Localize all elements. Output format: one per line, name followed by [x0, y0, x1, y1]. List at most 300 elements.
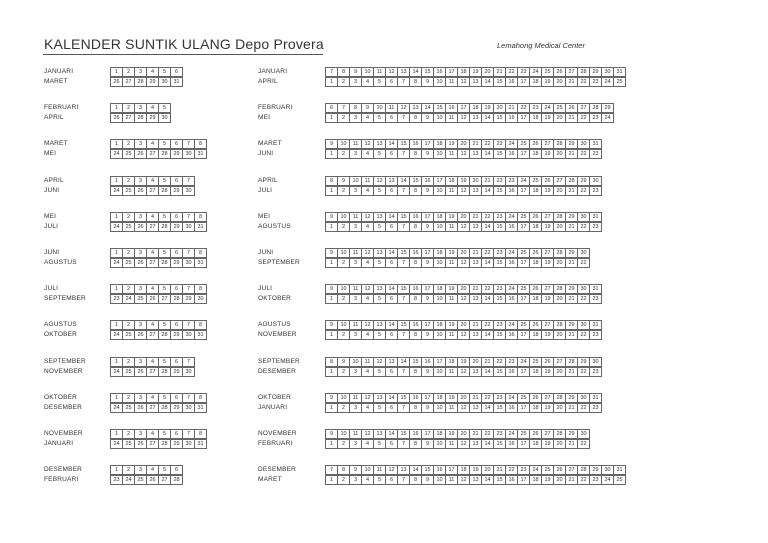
day-cell[interactable]: 24 — [604, 476, 611, 483]
day-cell[interactable]: 26 — [556, 466, 563, 473]
day-cell[interactable]: 11 — [352, 249, 359, 256]
day-cell[interactable]: 10 — [340, 213, 347, 220]
day-cell[interactable]: 23 — [592, 223, 599, 230]
day-cell[interactable]: 2 — [126, 104, 131, 111]
day-cell[interactable]: 29 — [149, 78, 156, 85]
day-cell[interactable]: 22 — [580, 150, 587, 157]
day-cell[interactable]: 23 — [508, 177, 515, 184]
day-cell[interactable]: 10 — [376, 104, 383, 111]
day-cell[interactable]: 22 — [580, 259, 587, 266]
day-cell[interactable]: 20 — [556, 404, 563, 411]
day-cell[interactable]: 15 — [400, 394, 407, 401]
day-cell[interactable]: 27 — [544, 213, 551, 220]
day-cell[interactable]: 4 — [365, 78, 370, 85]
day-cell[interactable]: 8 — [413, 368, 418, 375]
day-cell[interactable]: 5 — [162, 466, 167, 473]
day-cell[interactable]: 24 — [113, 259, 120, 266]
day-cell[interactable]: 2 — [126, 430, 131, 437]
day-cell[interactable]: 19 — [484, 104, 491, 111]
day-cell[interactable]: 25 — [520, 213, 527, 220]
day-cell[interactable]: 11 — [352, 140, 359, 147]
day-cell[interactable]: 4 — [365, 223, 370, 230]
day-cell[interactable]: 18 — [436, 394, 443, 401]
day-cell[interactable]: 13 — [412, 104, 419, 111]
day-cell[interactable]: 10 — [436, 187, 443, 194]
day-cell[interactable]: 23 — [592, 114, 599, 121]
day-cell[interactable]: 3 — [353, 331, 358, 338]
day-cell[interactable]: 9 — [425, 440, 430, 447]
day-cell[interactable]: 2 — [341, 187, 346, 194]
day-cell[interactable]: 18 — [448, 177, 455, 184]
day-cell[interactable]: 7 — [401, 404, 406, 411]
day-cell[interactable]: 1 — [329, 476, 334, 483]
day-cell[interactable]: 16 — [412, 140, 419, 147]
day-cell[interactable]: 8 — [413, 404, 418, 411]
day-cell[interactable]: 29 — [149, 114, 156, 121]
day-cell[interactable]: 28 — [556, 285, 563, 292]
day-cell[interactable]: 13 — [376, 213, 383, 220]
day-cell[interactable]: 27 — [149, 259, 156, 266]
day-cell[interactable]: 1 — [329, 404, 334, 411]
day-cell[interactable]: 8 — [198, 285, 203, 292]
day-cell[interactable]: 7 — [401, 187, 406, 194]
day-cell[interactable]: 11 — [448, 78, 455, 85]
day-cell[interactable]: 27 — [556, 358, 563, 365]
day-cell[interactable]: 8 — [198, 213, 203, 220]
day-cell[interactable]: 1 — [329, 368, 334, 375]
day-cell[interactable]: 28 — [161, 187, 168, 194]
day-cell[interactable]: 7 — [401, 114, 406, 121]
day-cell[interactable]: 21 — [568, 223, 575, 230]
day-cell[interactable]: 18 — [532, 368, 539, 375]
day-cell[interactable]: 30 — [580, 430, 587, 437]
day-cell[interactable]: 14 — [412, 466, 419, 473]
day-cell[interactable]: 30 — [185, 259, 192, 266]
day-cell[interactable]: 24 — [508, 285, 515, 292]
day-cell[interactable]: 22 — [484, 249, 491, 256]
day-cell[interactable]: 18 — [532, 223, 539, 230]
day-cell[interactable]: 26 — [532, 249, 539, 256]
day-cell[interactable]: 6 — [174, 140, 179, 147]
day-cell[interactable]: 11 — [448, 295, 455, 302]
day-cell[interactable]: 2 — [341, 331, 346, 338]
day-cell[interactable]: 21 — [568, 404, 575, 411]
day-cell[interactable]: 12 — [364, 321, 371, 328]
day-cell[interactable]: 5 — [162, 394, 167, 401]
day-cell[interactable]: 17 — [520, 295, 527, 302]
day-cell[interactable]: 21 — [568, 78, 575, 85]
day-cell[interactable]: 17 — [520, 223, 527, 230]
day-cell[interactable]: 28 — [161, 440, 168, 447]
day-cell[interactable]: 4 — [150, 68, 155, 75]
day-cell[interactable]: 6 — [174, 321, 179, 328]
day-cell[interactable]: 17 — [424, 285, 431, 292]
day-cell[interactable]: 19 — [448, 285, 455, 292]
day-cell[interactable]: 10 — [436, 150, 443, 157]
day-cell[interactable]: 6 — [389, 476, 394, 483]
day-cell[interactable]: 9 — [329, 213, 334, 220]
day-cell[interactable]: 26 — [137, 187, 144, 194]
day-cell[interactable]: 8 — [329, 177, 334, 184]
day-cell[interactable]: 20 — [460, 213, 467, 220]
day-cell[interactable]: 4 — [150, 430, 155, 437]
day-cell[interactable]: 21 — [472, 394, 479, 401]
day-cell[interactable]: 3 — [138, 466, 143, 473]
day-cell[interactable]: 30 — [580, 213, 587, 220]
day-cell[interactable]: 30 — [185, 368, 192, 375]
day-cell[interactable]: 14 — [484, 114, 491, 121]
day-cell[interactable]: 17 — [520, 440, 527, 447]
day-cell[interactable]: 31 — [197, 331, 204, 338]
day-cell[interactable]: 8 — [413, 150, 418, 157]
day-cell[interactable]: 20 — [484, 466, 491, 473]
day-cell[interactable]: 17 — [520, 78, 527, 85]
day-cell[interactable]: 8 — [413, 476, 418, 483]
day-cell[interactable]: 11 — [448, 368, 455, 375]
day-cell[interactable]: 15 — [496, 440, 503, 447]
day-cell[interactable]: 19 — [472, 68, 479, 75]
day-cell[interactable]: 10 — [364, 466, 371, 473]
day-cell[interactable]: 7 — [186, 177, 191, 184]
day-cell[interactable]: 25 — [544, 68, 551, 75]
day-cell[interactable]: 29 — [568, 285, 575, 292]
day-cell[interactable]: 1 — [114, 394, 119, 401]
day-cell[interactable]: 22 — [580, 331, 587, 338]
day-cell[interactable]: 28 — [556, 140, 563, 147]
day-cell[interactable]: 26 — [137, 259, 144, 266]
day-cell[interactable]: 18 — [472, 104, 479, 111]
day-cell[interactable]: 21 — [484, 177, 491, 184]
day-cell[interactable]: 12 — [460, 440, 467, 447]
day-cell[interactable]: 15 — [424, 68, 431, 75]
day-cell[interactable]: 13 — [472, 368, 479, 375]
day-cell[interactable]: 15 — [436, 104, 443, 111]
day-cell[interactable]: 30 — [185, 223, 192, 230]
day-cell[interactable]: 19 — [544, 476, 551, 483]
day-cell[interactable]: 14 — [484, 368, 491, 375]
day-cell[interactable]: 10 — [436, 404, 443, 411]
day-cell[interactable]: 25 — [532, 358, 539, 365]
day-cell[interactable]: 6 — [174, 249, 179, 256]
day-cell[interactable]: 14 — [484, 78, 491, 85]
day-cell[interactable]: 13 — [472, 440, 479, 447]
day-cell[interactable]: 12 — [388, 466, 395, 473]
day-cell[interactable]: 2 — [126, 213, 131, 220]
day-cell[interactable]: 4 — [150, 285, 155, 292]
day-cell[interactable]: 23 — [496, 430, 503, 437]
day-cell[interactable]: 20 — [556, 78, 563, 85]
day-cell[interactable]: 22 — [484, 213, 491, 220]
day-cell[interactable]: 4 — [150, 177, 155, 184]
day-cell[interactable]: 16 — [448, 104, 455, 111]
day-cell[interactable]: 1 — [329, 150, 334, 157]
day-cell[interactable]: 22 — [580, 440, 587, 447]
day-cell[interactable]: 2 — [126, 249, 131, 256]
day-cell[interactable]: 6 — [174, 213, 179, 220]
day-cell[interactable]: 24 — [508, 321, 515, 328]
day-cell[interactable]: 4 — [150, 466, 155, 473]
day-cell[interactable]: 4 — [150, 140, 155, 147]
day-cell[interactable]: 20 — [460, 140, 467, 147]
day-cell[interactable]: 1 — [329, 187, 334, 194]
day-cell[interactable]: 17 — [520, 259, 527, 266]
day-cell[interactable]: 9 — [329, 140, 334, 147]
day-cell[interactable]: 28 — [161, 404, 168, 411]
day-cell[interactable]: 16 — [508, 187, 515, 194]
day-cell[interactable]: 24 — [508, 213, 515, 220]
day-cell[interactable]: 23 — [113, 476, 120, 483]
day-cell[interactable]: 20 — [556, 331, 563, 338]
day-cell[interactable]: 6 — [389, 331, 394, 338]
day-cell[interactable]: 7 — [186, 140, 191, 147]
day-cell[interactable]: 8 — [413, 331, 418, 338]
day-cell[interactable]: 14 — [400, 358, 407, 365]
day-cell[interactable]: 4 — [365, 150, 370, 157]
day-cell[interactable]: 24 — [125, 295, 132, 302]
day-cell[interactable]: 18 — [532, 295, 539, 302]
day-cell[interactable]: 22 — [580, 404, 587, 411]
day-cell[interactable]: 5 — [162, 213, 167, 220]
day-cell[interactable]: 6 — [389, 223, 394, 230]
day-cell[interactable]: 14 — [388, 321, 395, 328]
day-cell[interactable]: 22 — [508, 68, 515, 75]
day-cell[interactable]: 26 — [544, 177, 551, 184]
day-cell[interactable]: 8 — [341, 466, 346, 473]
day-cell[interactable]: 10 — [436, 78, 443, 85]
day-cell[interactable]: 24 — [113, 440, 120, 447]
day-cell[interactable]: 5 — [162, 104, 167, 111]
day-cell[interactable]: 22 — [580, 476, 587, 483]
day-cell[interactable]: 6 — [174, 358, 179, 365]
day-cell[interactable]: 11 — [448, 440, 455, 447]
day-cell[interactable]: 25 — [125, 187, 132, 194]
day-cell[interactable]: 5 — [377, 114, 382, 121]
day-cell[interactable]: 19 — [544, 331, 551, 338]
day-cell[interactable]: 25 — [520, 249, 527, 256]
day-cell[interactable]: 10 — [436, 259, 443, 266]
day-cell[interactable]: 30 — [592, 358, 599, 365]
day-cell[interactable]: 9 — [425, 187, 430, 194]
day-cell[interactable]: 23 — [520, 466, 527, 473]
day-cell[interactable]: 8 — [353, 104, 358, 111]
day-cell[interactable]: 25 — [520, 394, 527, 401]
day-cell[interactable]: 31 — [173, 78, 180, 85]
day-cell[interactable]: 16 — [412, 394, 419, 401]
day-cell[interactable]: 3 — [353, 368, 358, 375]
day-cell[interactable]: 8 — [413, 187, 418, 194]
day-cell[interactable]: 2 — [341, 78, 346, 85]
day-cell[interactable]: 18 — [436, 213, 443, 220]
day-cell[interactable]: 27 — [544, 394, 551, 401]
day-cell[interactable]: 24 — [520, 358, 527, 365]
day-cell[interactable]: 30 — [592, 177, 599, 184]
day-cell[interactable]: 25 — [125, 404, 132, 411]
day-cell[interactable]: 29 — [568, 213, 575, 220]
day-cell[interactable]: 23 — [496, 213, 503, 220]
day-cell[interactable]: 20 — [556, 259, 563, 266]
day-cell[interactable]: 29 — [173, 259, 180, 266]
day-cell[interactable]: 9 — [341, 358, 346, 365]
day-cell[interactable]: 29 — [568, 321, 575, 328]
day-cell[interactable]: 5 — [162, 321, 167, 328]
day-cell[interactable]: 11 — [352, 213, 359, 220]
day-cell[interactable]: 14 — [484, 223, 491, 230]
day-cell[interactable]: 3 — [353, 440, 358, 447]
day-cell[interactable]: 9 — [425, 368, 430, 375]
day-cell[interactable]: 20 — [556, 150, 563, 157]
day-cell[interactable]: 21 — [568, 368, 575, 375]
day-cell[interactable]: 6 — [174, 285, 179, 292]
day-cell[interactable]: 12 — [364, 394, 371, 401]
day-cell[interactable]: 16 — [508, 114, 515, 121]
day-cell[interactable]: 24 — [604, 114, 611, 121]
day-cell[interactable]: 19 — [544, 295, 551, 302]
day-cell[interactable]: 28 — [592, 104, 599, 111]
day-cell[interactable]: 11 — [376, 68, 383, 75]
day-cell[interactable]: 27 — [568, 68, 575, 75]
day-cell[interactable]: 30 — [185, 404, 192, 411]
day-cell[interactable]: 23 — [496, 140, 503, 147]
day-cell[interactable]: 18 — [532, 331, 539, 338]
day-cell[interactable]: 6 — [174, 430, 179, 437]
day-cell[interactable]: 17 — [520, 331, 527, 338]
day-cell[interactable]: 1 — [329, 331, 334, 338]
day-cell[interactable]: 2 — [341, 295, 346, 302]
day-cell[interactable]: 10 — [364, 68, 371, 75]
day-cell[interactable]: 1 — [114, 358, 119, 365]
day-cell[interactable]: 12 — [400, 104, 407, 111]
day-cell[interactable]: 26 — [532, 285, 539, 292]
day-cell[interactable]: 10 — [340, 285, 347, 292]
day-cell[interactable]: 29 — [173, 150, 180, 157]
day-cell[interactable]: 22 — [580, 78, 587, 85]
day-cell[interactable]: 24 — [520, 177, 527, 184]
day-cell[interactable]: 12 — [364, 213, 371, 220]
day-cell[interactable]: 23 — [592, 404, 599, 411]
day-cell[interactable]: 19 — [460, 177, 467, 184]
day-cell[interactable]: 16 — [508, 476, 515, 483]
day-cell[interactable]: 16 — [412, 430, 419, 437]
day-cell[interactable]: 14 — [484, 187, 491, 194]
day-cell[interactable]: 25 — [616, 78, 623, 85]
day-cell[interactable]: 3 — [353, 78, 358, 85]
day-cell[interactable]: 5 — [162, 358, 167, 365]
day-cell[interactable]: 12 — [376, 358, 383, 365]
day-cell[interactable]: 3 — [353, 114, 358, 121]
day-cell[interactable]: 29 — [173, 368, 180, 375]
day-cell[interactable]: 13 — [388, 358, 395, 365]
day-cell[interactable]: 11 — [448, 476, 455, 483]
day-cell[interactable]: 15 — [496, 150, 503, 157]
day-cell[interactable]: 12 — [388, 68, 395, 75]
day-cell[interactable]: 27 — [149, 150, 156, 157]
day-cell[interactable]: 28 — [161, 259, 168, 266]
day-cell[interactable]: 12 — [460, 295, 467, 302]
day-cell[interactable]: 11 — [376, 466, 383, 473]
day-cell[interactable]: 27 — [544, 140, 551, 147]
day-cell[interactable]: 31 — [592, 140, 599, 147]
day-cell[interactable]: 1 — [114, 213, 119, 220]
day-cell[interactable]: 9 — [329, 394, 334, 401]
day-cell[interactable]: 31 — [592, 321, 599, 328]
day-cell[interactable]: 1 — [114, 321, 119, 328]
day-cell[interactable]: 21 — [568, 295, 575, 302]
day-cell[interactable]: 12 — [460, 476, 467, 483]
day-cell[interactable]: 15 — [400, 285, 407, 292]
day-cell[interactable]: 9 — [329, 285, 334, 292]
day-cell[interactable]: 20 — [556, 476, 563, 483]
day-cell[interactable]: 3 — [138, 285, 143, 292]
day-cell[interactable]: 25 — [125, 259, 132, 266]
day-cell[interactable]: 29 — [568, 430, 575, 437]
day-cell[interactable]: 4 — [365, 404, 370, 411]
day-cell[interactable]: 26 — [113, 114, 120, 121]
day-cell[interactable]: 13 — [472, 259, 479, 266]
day-cell[interactable]: 11 — [352, 321, 359, 328]
day-cell[interactable]: 28 — [161, 331, 168, 338]
day-cell[interactable]: 13 — [376, 321, 383, 328]
day-cell[interactable]: 15 — [412, 358, 419, 365]
day-cell[interactable]: 25 — [125, 440, 132, 447]
day-cell[interactable]: 29 — [604, 104, 611, 111]
day-cell[interactable]: 26 — [149, 476, 156, 483]
day-cell[interactable]: 20 — [460, 430, 467, 437]
day-cell[interactable]: 30 — [580, 394, 587, 401]
day-cell[interactable]: 24 — [113, 223, 120, 230]
day-cell[interactable]: 4 — [365, 331, 370, 338]
day-cell[interactable]: 14 — [388, 285, 395, 292]
day-cell[interactable]: 12 — [460, 331, 467, 338]
day-cell[interactable]: 15 — [412, 177, 419, 184]
day-cell[interactable]: 27 — [161, 476, 168, 483]
day-cell[interactable]: 2 — [341, 440, 346, 447]
day-cell[interactable]: 17 — [520, 187, 527, 194]
day-cell[interactable]: 23 — [592, 368, 599, 375]
day-cell[interactable]: 13 — [376, 249, 383, 256]
day-cell[interactable]: 23 — [508, 358, 515, 365]
day-cell[interactable]: 13 — [472, 331, 479, 338]
day-cell[interactable]: 21 — [568, 259, 575, 266]
day-cell[interactable]: 16 — [508, 331, 515, 338]
day-cell[interactable]: 14 — [400, 177, 407, 184]
day-cell[interactable]: 12 — [376, 177, 383, 184]
day-cell[interactable]: 19 — [544, 78, 551, 85]
day-cell[interactable]: 21 — [568, 331, 575, 338]
day-cell[interactable]: 1 — [114, 249, 119, 256]
day-cell[interactable]: 15 — [496, 295, 503, 302]
day-cell[interactable]: 25 — [125, 150, 132, 157]
day-cell[interactable]: 1 — [114, 68, 119, 75]
day-cell[interactable]: 17 — [520, 368, 527, 375]
day-cell[interactable]: 26 — [568, 104, 575, 111]
day-cell[interactable]: 4 — [365, 114, 370, 121]
day-cell[interactable]: 28 — [173, 295, 180, 302]
day-cell[interactable]: 22 — [496, 177, 503, 184]
day-cell[interactable]: 1 — [114, 285, 119, 292]
day-cell[interactable]: 2 — [126, 394, 131, 401]
day-cell[interactable]: 1 — [114, 466, 119, 473]
day-cell[interactable]: 5 — [162, 430, 167, 437]
day-cell[interactable]: 4 — [150, 104, 155, 111]
day-cell[interactable]: 26 — [532, 213, 539, 220]
day-cell[interactable]: 29 — [580, 177, 587, 184]
day-cell[interactable]: 31 — [197, 259, 204, 266]
day-cell[interactable]: 10 — [352, 177, 359, 184]
day-cell[interactable]: 12 — [364, 249, 371, 256]
day-cell[interactable]: 9 — [425, 404, 430, 411]
day-cell[interactable]: 11 — [352, 285, 359, 292]
day-cell[interactable]: 21 — [568, 476, 575, 483]
